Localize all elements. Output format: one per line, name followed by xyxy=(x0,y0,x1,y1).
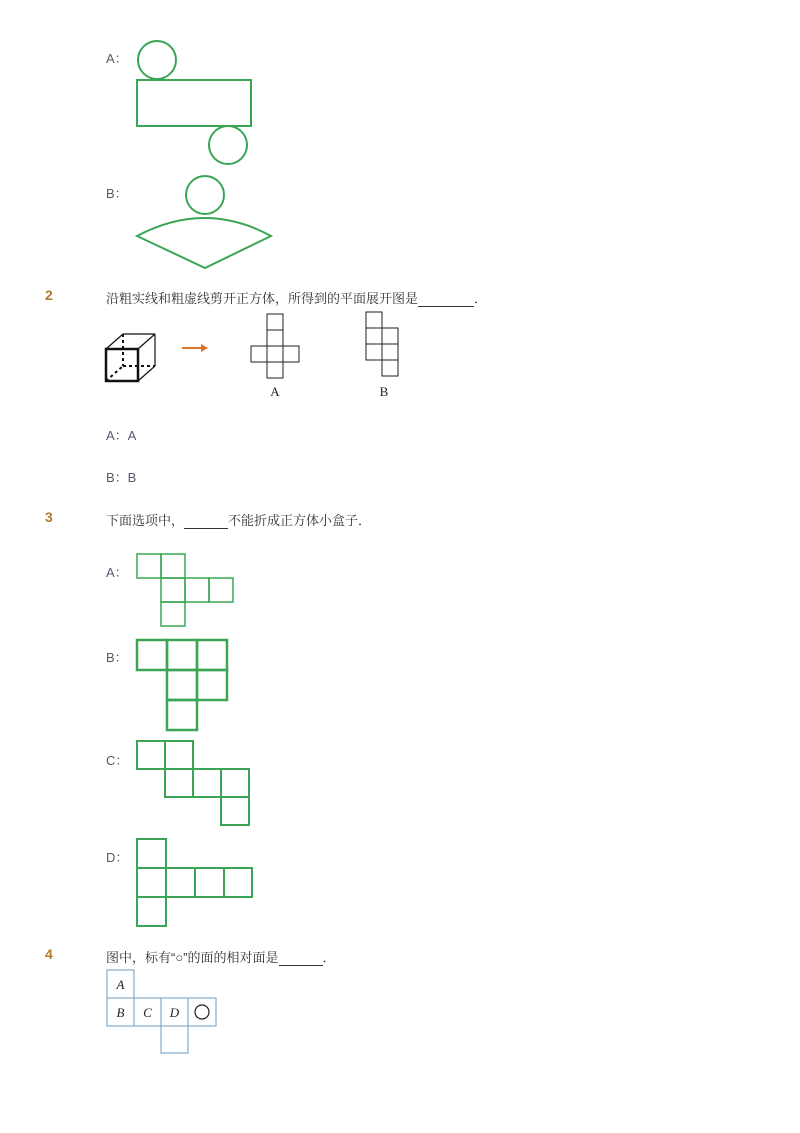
net-b-label: B xyxy=(379,384,389,399)
question-number: 4 xyxy=(45,946,53,962)
option-label: A： xyxy=(106,428,128,443)
cell-circle xyxy=(188,998,216,1026)
question-text-part: ． xyxy=(322,950,336,965)
question-text-part: ． xyxy=(474,291,488,306)
cell-c-letter: C xyxy=(143,1005,152,1020)
option-label: A： xyxy=(106,565,128,580)
option-label: C： xyxy=(106,753,129,768)
cube-net-labeled-figure xyxy=(0,0,300,1060)
option-value: A xyxy=(127,428,137,443)
option-label: B： xyxy=(106,470,128,485)
question-text-part: 沿粗实线和粗虚线剪开正方体，所得到的平面展开图是 xyxy=(106,291,419,306)
option-label: D： xyxy=(106,850,129,865)
question-text-part: 不能折成正方体小盒子． xyxy=(228,513,372,528)
cell-a-letter: A xyxy=(116,977,125,992)
question-text-part: 下面选项中， xyxy=(106,513,185,528)
circle-icon xyxy=(195,1005,209,1019)
net-a-label: A xyxy=(270,384,280,399)
cell-b-letter: B xyxy=(116,1005,125,1020)
question-number: 3 xyxy=(45,509,53,525)
option-label: B： xyxy=(106,650,128,665)
cell-bottom xyxy=(161,1026,188,1053)
cell-d-letter: D xyxy=(169,1005,180,1020)
option-label: A： xyxy=(106,51,128,66)
question-number: 2 xyxy=(45,287,53,303)
answer-blank[interactable] xyxy=(418,291,474,307)
option-value: B xyxy=(127,470,137,485)
question-text-part: 图中，标有“○”的面的相对面是 xyxy=(106,950,279,965)
net-b xyxy=(366,312,398,376)
option-label: B： xyxy=(106,186,128,201)
